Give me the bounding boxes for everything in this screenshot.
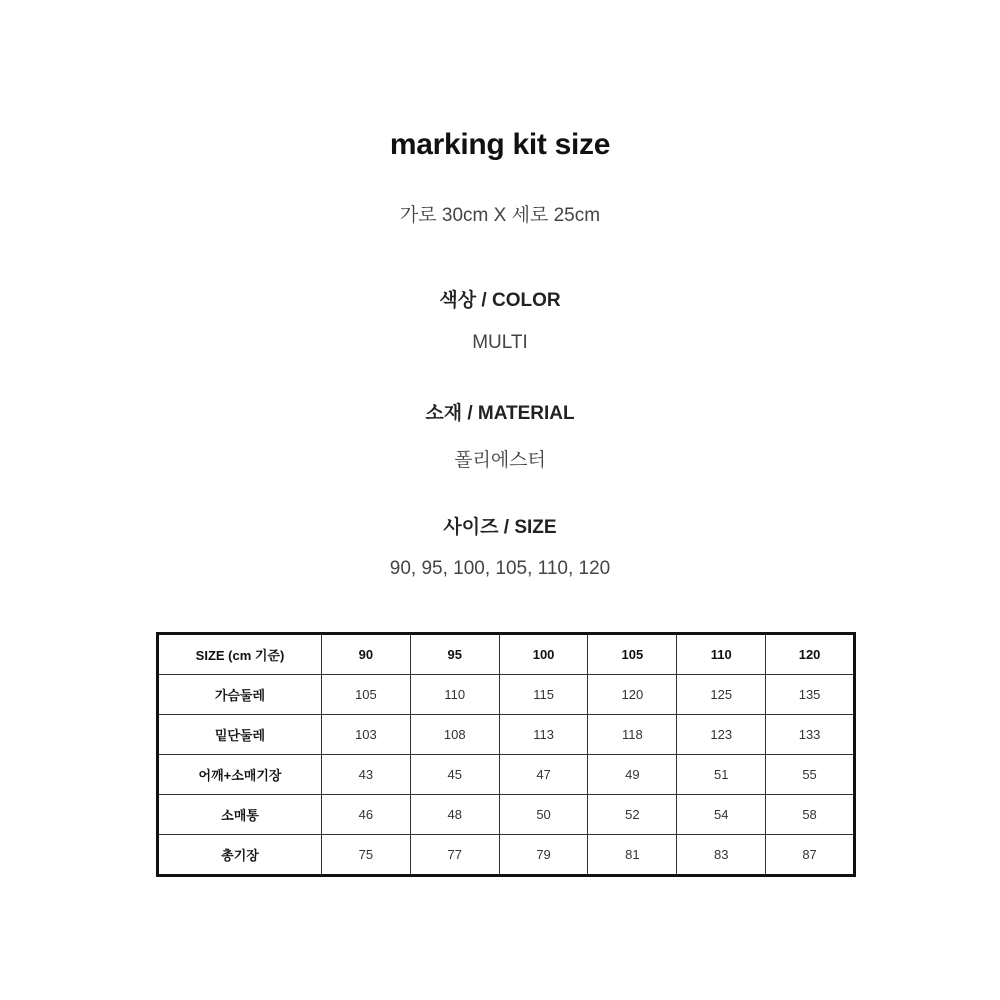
table-cell: 87 [766, 835, 855, 876]
table-row [158, 715, 855, 755]
table-cell: 50 [499, 795, 588, 835]
table-cell: 51 [677, 755, 766, 795]
kit-dimensions: 가로 30cm X 세로 25cm [399, 205, 601, 226]
table-cell: 110 [410, 675, 499, 715]
table-cell: 118 [588, 715, 677, 755]
size-heading: 사이즈 / SIZE [443, 517, 557, 538]
table-row [158, 675, 855, 715]
table-cell: 79 [499, 835, 588, 876]
table-cell: 75 [322, 835, 411, 876]
table-cell: 135 [766, 675, 855, 715]
table-cell: 83 [677, 835, 766, 876]
table-cell: 48 [410, 795, 499, 835]
row-label: 어깨+소매기장 [158, 755, 322, 795]
row-label: 가슴둘레 [158, 675, 322, 715]
table-cell: 77 [410, 835, 499, 876]
table-cell: 55 [766, 755, 855, 795]
row-label: 밑단둘레 [158, 715, 322, 755]
material-value: 폴리에스터 [454, 450, 546, 471]
color-heading: 색상 / COLOR [439, 290, 561, 311]
table-cell: 108 [410, 715, 499, 755]
table-cell: 123 [677, 715, 766, 755]
table-header-cell: SIZE (cm 기준) [158, 634, 322, 675]
color-value: MULTI [472, 332, 528, 353]
table-cell: 115 [499, 675, 588, 715]
table-header-cell: 95 [410, 634, 499, 675]
table-cell: 46 [322, 795, 411, 835]
table-header-cell: 105 [588, 634, 677, 675]
table-cell: 125 [677, 675, 766, 715]
table-header-cell: 120 [766, 634, 855, 675]
table-cell: 113 [499, 715, 588, 755]
table-row [158, 835, 855, 876]
table-header-cell: 90 [322, 634, 411, 675]
table-header-cell: 100 [499, 634, 588, 675]
table-cell: 120 [588, 675, 677, 715]
size-value: 90, 95, 100, 105, 110, 120 [389, 558, 611, 579]
table-header-row [158, 634, 855, 675]
table-cell: 47 [499, 755, 588, 795]
page-title: marking kit size [389, 128, 611, 161]
table-header-cell: 110 [677, 634, 766, 675]
table-cell: 52 [588, 795, 677, 835]
table-row [158, 795, 855, 835]
table-cell: 105 [322, 675, 411, 715]
table-cell: 58 [766, 795, 855, 835]
table-cell: 133 [766, 715, 855, 755]
table-cell: 81 [588, 835, 677, 876]
size-chart-table [156, 632, 856, 877]
table-cell: 49 [588, 755, 677, 795]
table-row [158, 755, 855, 795]
row-label: 총기장 [158, 835, 322, 876]
table-cell: 43 [322, 755, 411, 795]
table-cell: 54 [677, 795, 766, 835]
material-heading: 소재 / MATERIAL [425, 403, 575, 424]
row-label: 소매통 [158, 795, 322, 835]
table-cell: 103 [322, 715, 411, 755]
table-cell: 45 [410, 755, 499, 795]
